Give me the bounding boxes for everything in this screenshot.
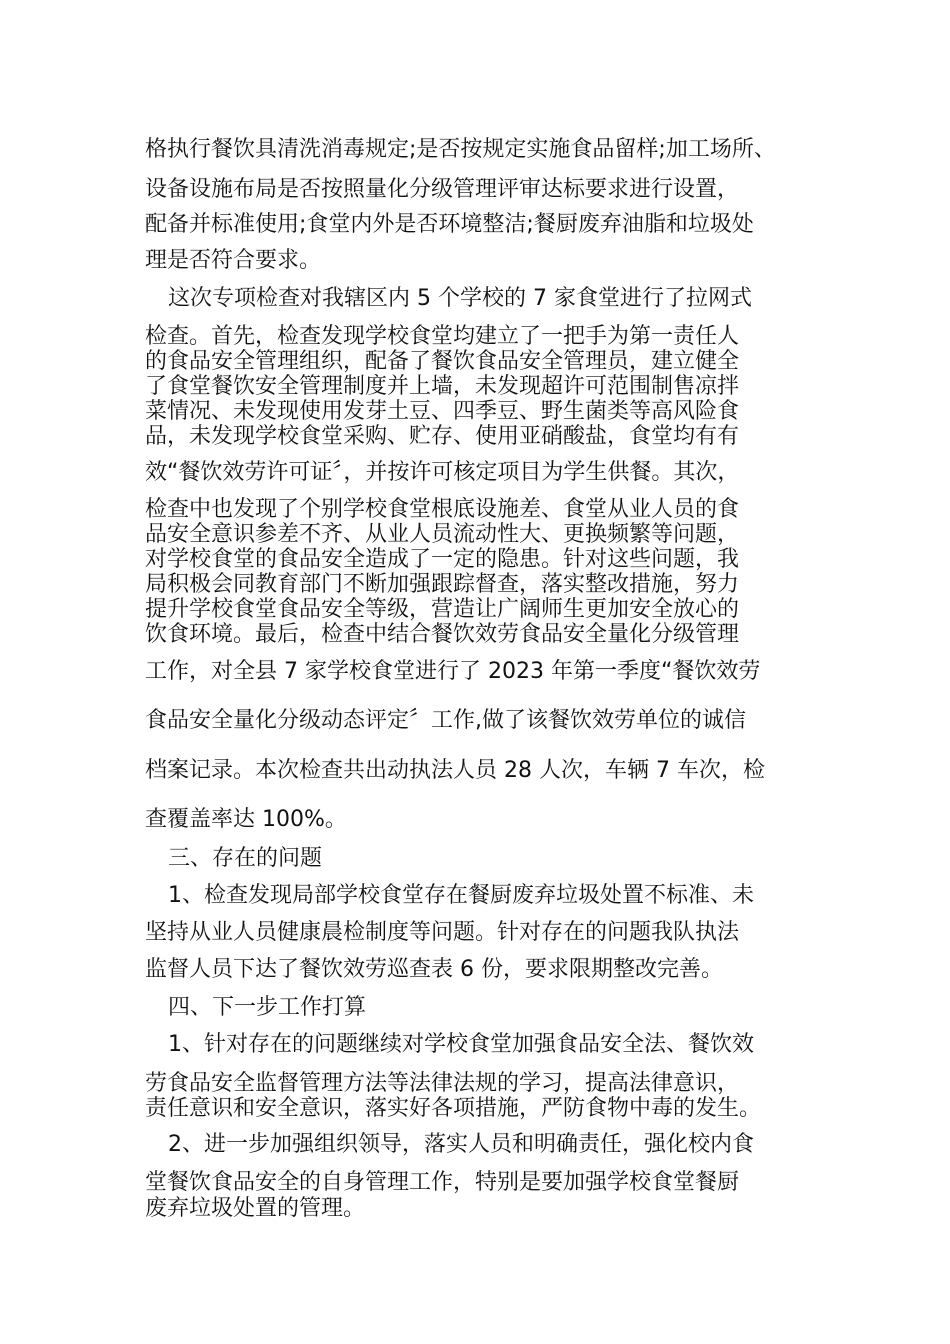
paragraph-start-line: 1、针对存在的问题继续对学校食堂加强食品安全法、餐饮效 bbox=[168, 1032, 754, 1057]
text-line: 对学校食堂的食品安全造成了一定的隐患。针对这些问题，我 bbox=[145, 547, 740, 572]
text-line: 局积极会同教育部门不断加强跟踪督查，落实整改措施，努力 bbox=[145, 572, 740, 597]
text-line: 堂餐饮食品安全的自身管理工作，特别是要加强学校食堂餐厨 bbox=[145, 1170, 740, 1195]
text-line: 菜情况、未发现使用发芽土豆、四季豆、野生菌类等高风险食 bbox=[145, 399, 740, 424]
text-line: 效“餐饮效劳许可证〞，并按许可核定项目为学生供餐。其次， bbox=[145, 460, 740, 485]
text-line: 配备并标准使用;食堂内外是否环境整洁;餐厨废弃油脂和垃圾处 bbox=[145, 212, 754, 237]
text-line: 品安全意识参差不齐、从业人员流动性大、更换频繁等问题， bbox=[145, 522, 740, 547]
paragraph-start-line: 1、检查发现局部学校食堂存在餐厨废弃垃圾处置不标准、未 bbox=[168, 883, 754, 908]
text-line: 检查中也发现了个别学校食堂根底设施差、食堂从业人员的食 bbox=[145, 497, 740, 522]
text-line: 格执行餐饮具清洗消毒规定;是否按规定实施食品留样;加工场所、 bbox=[145, 137, 776, 162]
text-line: 饮食环境。最后，检查中结合餐饮效劳食品安全量化分级管理 bbox=[145, 622, 740, 647]
text-line: 档案记录。本次检查共出动执法人员 28 人次，车辆 7 车次，检 bbox=[145, 758, 765, 783]
text-line: 食品安全量化分级动态评定〞工作,做了该餐饮效劳单位的诚信 bbox=[145, 708, 746, 733]
text-line: 工作，对全县 7 家学校食堂进行了 2023 年第一季度“餐饮效劳 bbox=[145, 659, 761, 684]
text-line: 废弃垃圾处置的管理。 bbox=[145, 1196, 366, 1221]
text-line: 提升学校食堂食品安全等级，营造让广阔师生更加安全放心的 bbox=[145, 597, 740, 622]
text-line: 品，未发现学校食堂采购、贮存、使用亚硝酸盐，食堂均有有 bbox=[145, 424, 740, 449]
text-line: 的食品安全管理组织，配备了餐饮食品安全管理员，建立健全 bbox=[145, 349, 740, 374]
paragraph-start-line: 这次专项检查对我辖区内 5 个学校的 7 家食堂进行了拉网式 bbox=[168, 286, 752, 311]
text-line: 查覆盖率达 100%。 bbox=[145, 807, 347, 832]
section-heading: 四、下一步工作打算 bbox=[168, 995, 367, 1020]
text-line: 理是否符合要求。 bbox=[145, 248, 322, 273]
text-line: 劳食品安全监督管理方法等法律法规的学习，提高法律意识， bbox=[145, 1071, 740, 1096]
section-heading: 三、存在的问题 bbox=[168, 846, 323, 871]
text-line: 监督人员下达了餐饮效劳巡查表 6 份，要求限期整改完善。 bbox=[145, 957, 723, 982]
paragraph-start-line: 2、进一步加强组织领导，落实人员和明确责任，强化校内食 bbox=[168, 1132, 754, 1157]
text-line: 坚持从业人员健康晨检制度等问题。针对存在的问题我队执法 bbox=[145, 920, 740, 945]
text-line: 了食堂餐饮安全管理制度并上墙，未发现超许可范围制售凉拌 bbox=[145, 374, 740, 399]
text-line: 设备设施布局是否按照量化分级管理评审达标要求进行设置， bbox=[145, 177, 740, 202]
text-line: 责任意识和安全意识，落实好各项措施，严防食物中毒的发生。 bbox=[145, 1096, 762, 1121]
text-line: 检查。首先，检查发现学校食堂均建立了一把手为第一责任人 bbox=[145, 324, 740, 349]
